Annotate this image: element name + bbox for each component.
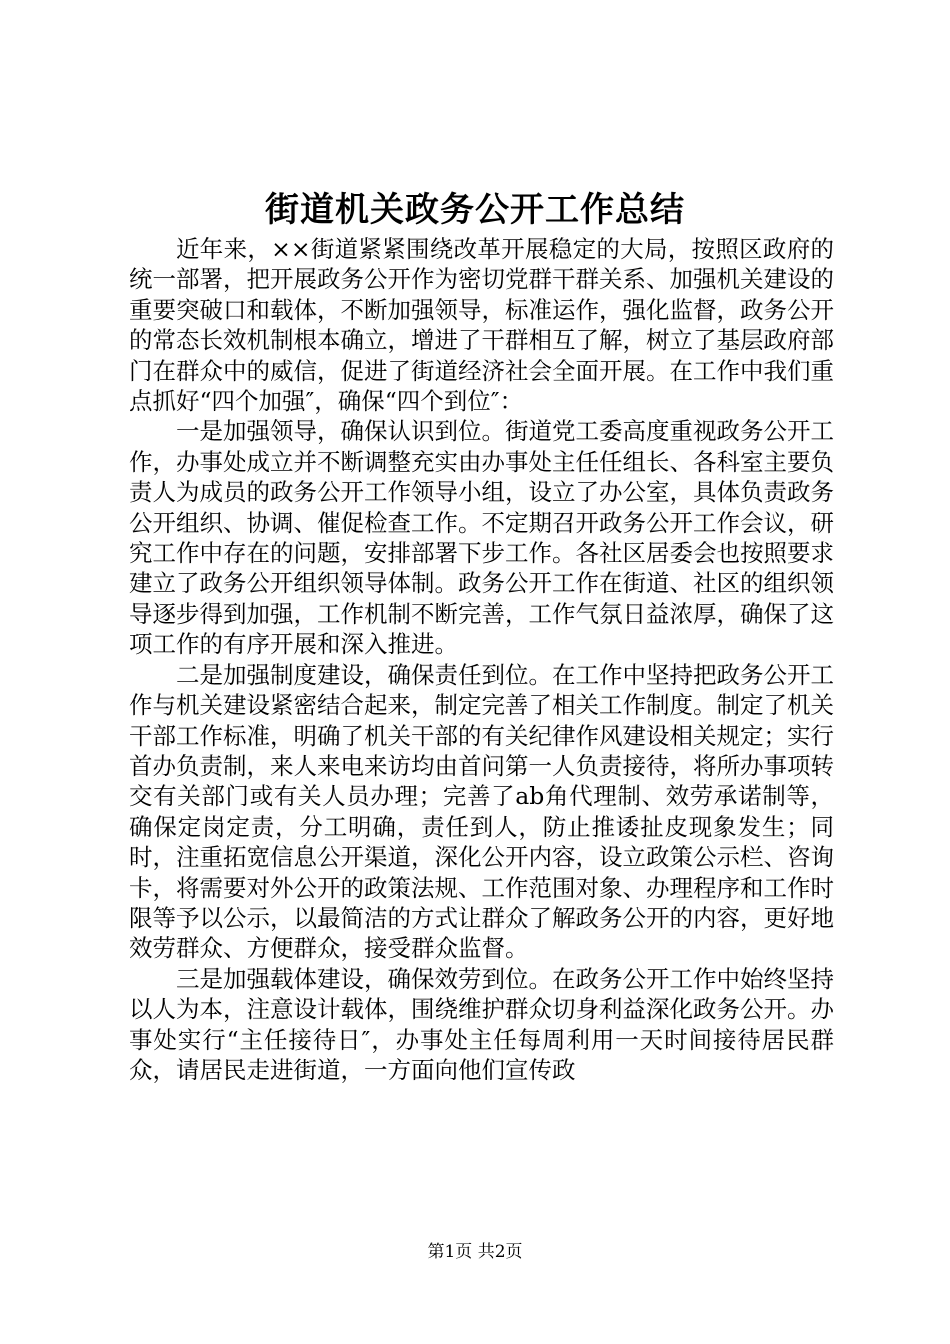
paragraph-leadership: 一是加强领导，确保认识到位。街道党工委高度重视政务公开工作，办事处成立并不断调整充实由办事处主任任组长、各科室主要负责人为成员的政务公开工作领导小组，设立了办公室，具体负责政务公开组织、协调、催促检查工作。不定期召开政务公开工作会议，研究工作中存在的问题，安排部署下步工作。各社区居委会也按照要求建立了政务公开组织领导体制。政务公开工作在街道、社区的组织领导逐步得到加强，工作机制不断完善，工作气氛日益浓厚，确保了这项工作的有序开展和深入推进。 (129, 417, 834, 659)
paragraph-intro: 近年来，××街道紧紧围绕改革开展稳定的大局，按照区政府的统一部署，把开展政务公开作为密切党群干群关系、加强机关建设的重要突破口和载体，不断加强领导，标准运作，强化监督，政务公开的常态长效机制根本确立，增进了干群相互了解，树立了基层政府部门在群众中的威信，促进了街道经济社会全面开展。在工作中我们重点抓好“四个加强″，确保“四个到位″： (129, 235, 834, 416)
page-number-footer: 第1页 共2页 (427, 1242, 523, 1262)
document-title: 街道机关政务公开工作总结 (265, 190, 685, 230)
paragraph-carrier-building: 三是加强载体建设，确保效劳到位。在政务公开工作中始终坚持以人为本，注意设计载体，围绕维护群众切身利益深化政务公开。办事处实行“主任接待日″，办事处主任每周利用一天时间接待居民群众，请居民走进街道，一方面向他们宣传政 (129, 964, 834, 1084)
document-body (129, 234, 834, 1085)
paragraph-system-building: 二是加强制度建设，确保责任到位。在工作中坚持把政务公开工作与机关建设紧密结合起来，制定完善了相关工作制度。制定了机关干部工作标准，明确了机关干部的有关纪律作风建设相关规定；实行首办负责制，来人来电来访均由首问第一人负责接待，将所办事项转交有关部门或有关人员办理；完善了ab角代理制、效劳承诺制等，确保定岗定责，分工明确，责任到人，防止推诿扯皮现象发生；同时，注重拓宽信息公开渠道，深化公开内容，设立政策公示栏、咨询卡，将需要对外公开的政策法规、工作范围对象、办理程序和工作时限等予以公示，以最简洁的方式让群众了解政务公开的内容，更好地效劳群众、方便群众，接受群众监督。 (129, 660, 834, 963)
